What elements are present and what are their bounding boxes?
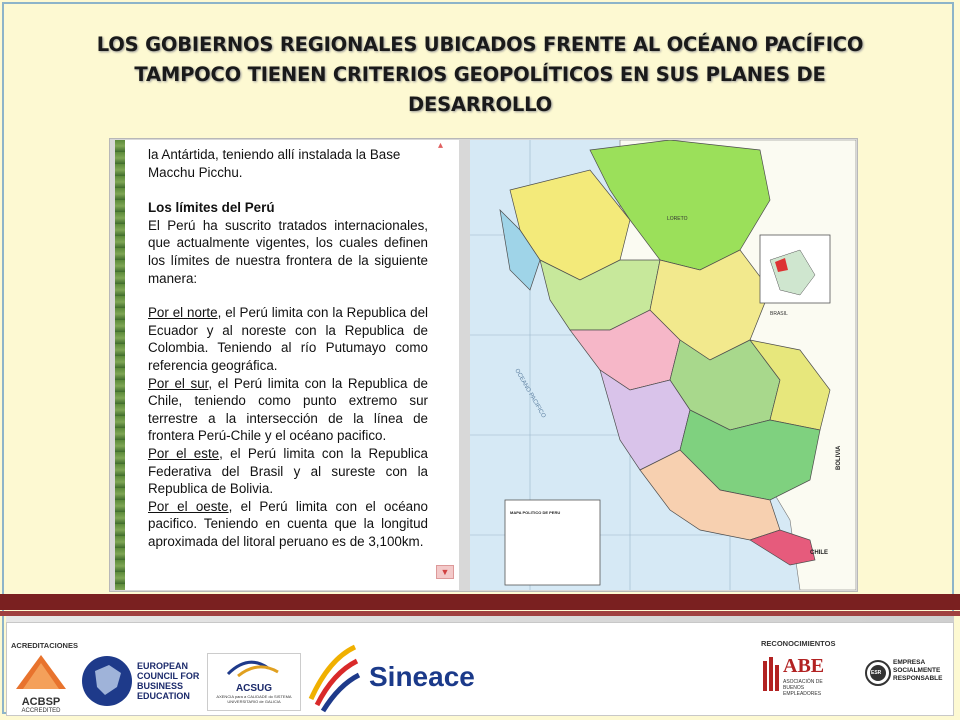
paragraph-este <box>148 445 428 498</box>
acbsp-logo <box>11 651 71 714</box>
esr-line-2: SOCIALMENTE <box>893 667 941 674</box>
map-label-brasil: BRASIL <box>770 311 788 317</box>
acsug-swoosh-icon <box>208 654 298 678</box>
acsug-text: ACSUG <box>235 683 273 694</box>
abe-logo <box>761 653 841 711</box>
ecbe-line-1: EUROPEAN <box>137 661 189 671</box>
norte-text: , el Perú limita con la Republica del Ecuador y al noreste con la Republica de Colombia. Teniendo al río Putumayo como referencia geográfica. <box>148 305 428 373</box>
abe-sub: ASOCIACIÓN DE BUENOS EMPLEADORES <box>783 679 823 697</box>
esr-logo <box>865 653 943 705</box>
intro-line-1: la Antártida, teniendo allí instalada la Base <box>148 147 401 162</box>
abe-building-icon <box>761 653 781 693</box>
abe-text: ABE <box>783 655 825 677</box>
map-label-ocean: OCEANO PACIFICO <box>513 368 547 420</box>
oeste-label: Por el oeste <box>148 498 229 514</box>
este-label: Por el este <box>148 445 220 461</box>
oeste-text: , el Perú limita con el océano pacifico. Teniendo en cuenta que la longitud aproximada del litoral peruano es de 3,100km. <box>148 498 428 549</box>
decorative-strip <box>115 140 125 590</box>
paragraph-sur <box>148 375 428 445</box>
text-panel <box>115 140 459 590</box>
reconocimientos-label: RECONOCIMIENTOS <box>761 639 836 648</box>
acsug-sub: AXENCIA para a CALIDADE do SISTEMA UNIVERSITARIO de GALICIA <box>216 694 292 704</box>
title-line-3: DESARROLLO <box>408 93 552 116</box>
sineace-text: Sineace <box>369 661 475 692</box>
sineace-bird-icon <box>303 639 363 715</box>
sur-text: , el Perú limita con la Republica de Chile, teniendo como punto extremo sur terrestre a la intersección de la línea de frontera Perú-Chile y el océano pacifico. <box>148 375 428 444</box>
paragraph-oeste <box>148 498 428 551</box>
sineace-logo <box>303 639 493 715</box>
europe-map-icon <box>81 653 133 709</box>
title-line-1: LOS GOBIERNOS REGIONALES UBICADOS FRENTE AL OCÉANO PACÍFICO <box>96 33 864 56</box>
footer-divider <box>0 594 960 610</box>
acsug-logo <box>207 653 301 711</box>
esr-badge-text: ESR <box>871 670 882 676</box>
slide-title <box>60 30 900 120</box>
acbsp-pyramid-icon <box>11 651 71 691</box>
acreditaciones-label: ACREDITACIONES <box>11 641 78 650</box>
ecbe-text <box>137 661 199 701</box>
ecbe-line-2: COUNCIL FOR <box>137 671 200 681</box>
scroll-down-icon[interactable]: ▼ <box>436 565 454 579</box>
peru-political-map <box>470 140 856 590</box>
map-label-loreto: LORETO <box>667 216 688 222</box>
map-label-chile: CHILE <box>810 550 828 556</box>
acbsp-text: ACBSP <box>21 696 61 708</box>
ecbe-line-4: EDUCATION <box>137 691 190 701</box>
title-line-2: TAMPOCO TIENEN CRITERIOS GEOPOLÍTICOS EN SUS PLANES DE <box>134 63 826 86</box>
acbsp-sub: ACCREDITED <box>21 708 61 714</box>
sur-label: Por el sur <box>148 375 209 391</box>
scroll-up-icon[interactable]: ▴ <box>438 140 444 151</box>
map-drawing <box>470 140 856 590</box>
footer-logos <box>6 622 954 716</box>
section-heading: Los límites del Perú <box>148 200 275 216</box>
paragraph-norte <box>148 304 428 374</box>
paragraph-limits: El Perú ha suscrito tratados internacionales, que actualmente vigentes, los cuales definen los límites de nuestra frontera de la siguiente manera: <box>148 217 428 286</box>
esr-line-1: EMPRESA <box>893 659 926 666</box>
esr-text <box>893 659 942 683</box>
text-body <box>148 146 428 550</box>
norte-label: Por el norte <box>148 305 218 321</box>
ecbe-line-3: BUSINESS <box>137 681 184 691</box>
este-text: , el Perú limita con la Republica Federativa del Brasil y al sureste con la Republica de Bolivia. <box>148 445 429 497</box>
ecbe-logo <box>81 653 201 713</box>
map-label-bolivia: BOLIVIA <box>836 445 842 470</box>
intro-line-2: Macchu Picchu. <box>148 164 243 180</box>
esr-line-3: RESPONSABLE <box>893 675 943 682</box>
map-legend-title: MAPA POLITICO DE PERU <box>510 510 561 515</box>
